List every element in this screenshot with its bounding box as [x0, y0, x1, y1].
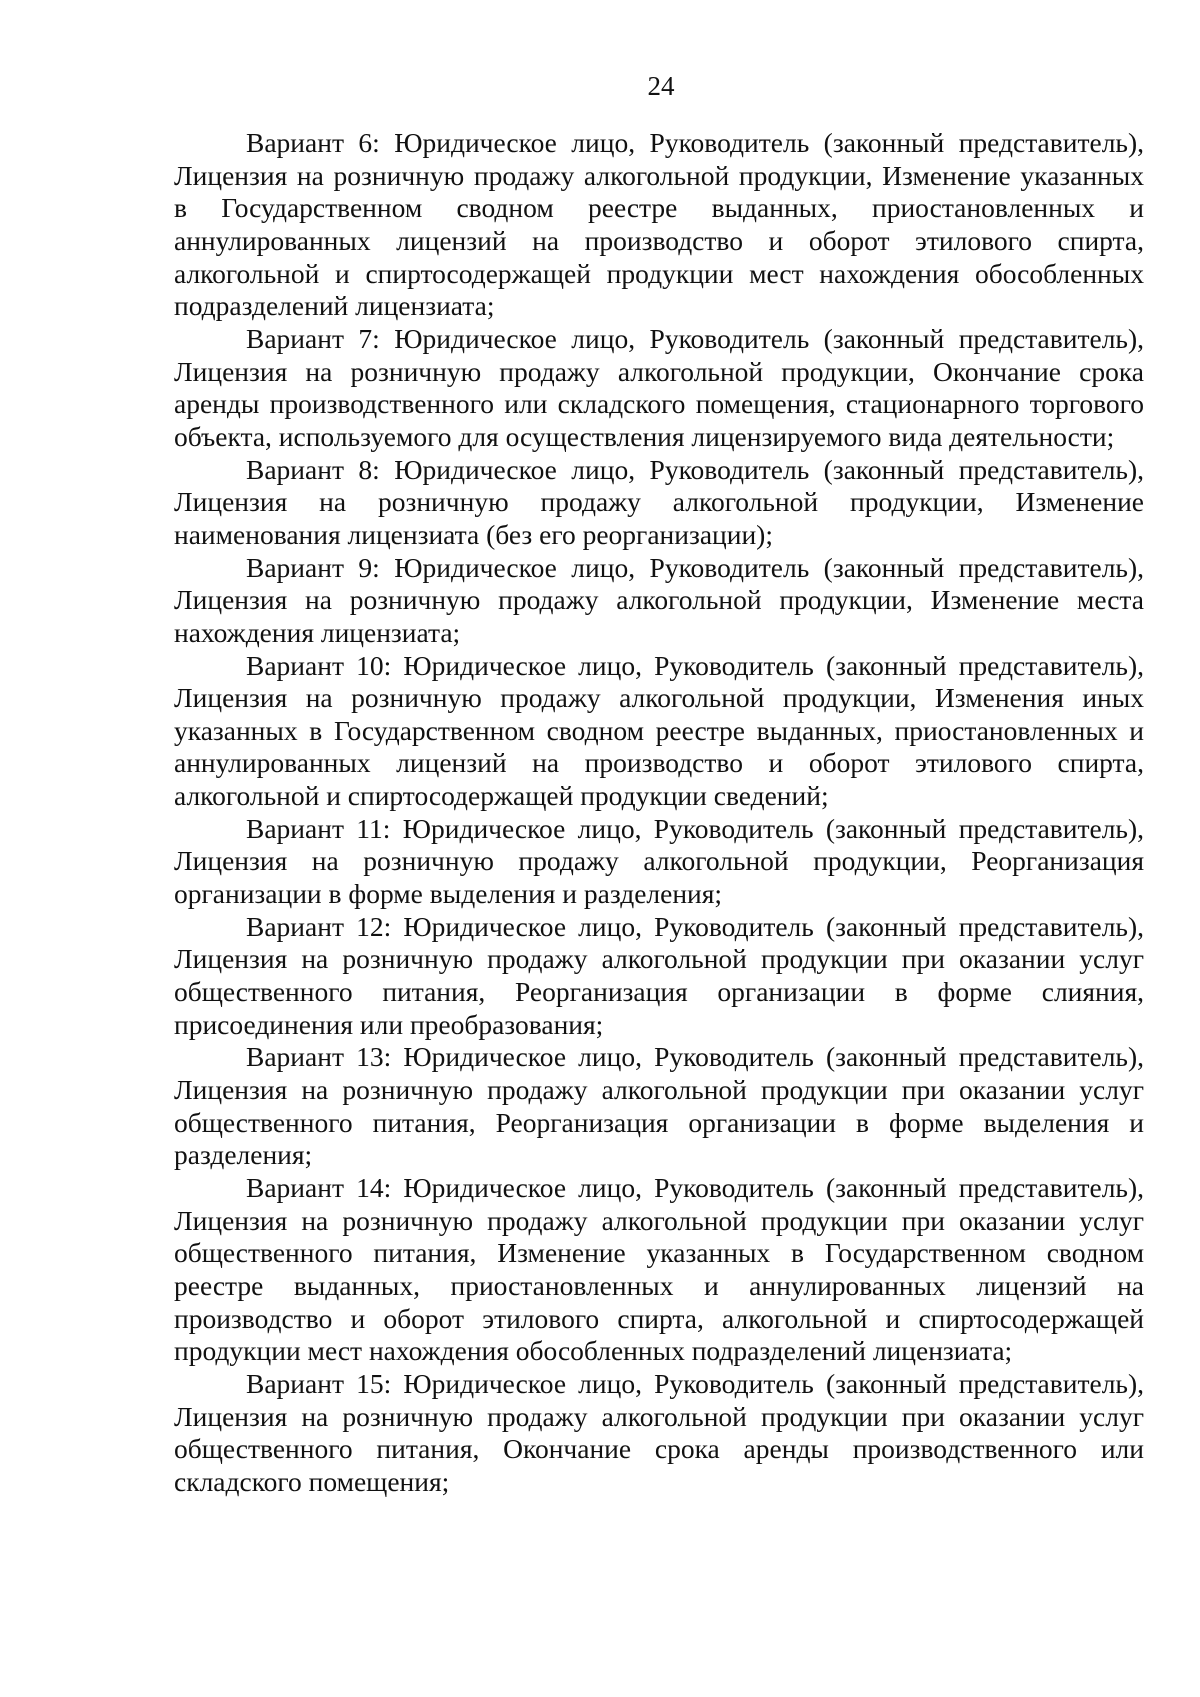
variant-12-paragraph: Вариант 12: Юридическое лицо, Руководитель (законный представитель), Лицензия на розничную продажу алкогольной продукции при оказании услуг общественного питания, Реорганизация организации в форме слияния, присоединения или преобразования; [174, 910, 1144, 1040]
variant-9-paragraph: Вариант 9: Юридическое лицо, Руководитель (законный представитель), Лицензия на розничную продажу алкогольной продукции, Изменение места нахождения лицензиата; [174, 551, 1144, 648]
variant-14-paragraph: Вариант 14: Юридическое лицо, Руководитель (законный представитель), Лицензия на розничную продажу алкогольной продукции при оказании услуг общественного питания, Изменение указанных в Государственном сводном реестре выданных, приостановленных и аннулированных лицензий на производство и оборот этилового спирта, алкогольной и спиртосодержащей продукции мест нахождения обособленных подразделений лицензиата; [174, 1172, 1144, 1367]
variant-8-paragraph: Вариант 8: Юридическое лицо, Руководитель (законный представитель), Лицензия на розничную продажу алкогольной продукции, Изменение наименования лицензиата (без его реорганизации); [174, 453, 1144, 550]
variant-10-paragraph: Вариант 10: Юридическое лицо, Руководитель (законный представитель), Лицензия на розничную продажу алкогольной продукции, Изменения иных указанных в Государственном сводном реестре выданных, приостановленных и аннулированных лицензий на производство и оборот этилового спирта, алкогольной и спиртосодержащей продукции сведений; [174, 649, 1144, 812]
variant-13-paragraph: Вариант 13: Юридическое лицо, Руководитель (законный представитель), Лицензия на розничную продажу алкогольной продукции при оказании услуг общественного питания, Реорганизация организации в форме выделения и разделения; [174, 1041, 1144, 1171]
variant-11-paragraph: Вариант 11: Юридическое лицо, Руководитель (законный представитель), Лицензия на розничную продажу алкогольной продукции, Реорганизация организации в форме выделения и разделения; [174, 812, 1144, 910]
variant-6-paragraph: Вариант 6: Юридическое лицо, Руководитель (законный представитель), Лицензия на розничную продажу алкогольной продукции, Изменение указанных в Государственном сводном реестре выданных, приостановленных и аннулированных лицензий на производство и оборот этилового спирта, алкогольной и спиртосодержащей продукции мест нахождения обособленных подразделений лицензиата; [174, 127, 1144, 322]
variant-7-paragraph: Вариант 7: Юридическое лицо, Руководитель (законный представитель), Лицензия на розничную продажу алкогольной продукции, Окончание срока аренды производственного или складского помещения, стационарного торгового объекта, используемого для осуществления лицензируемого вида деятельности; [174, 322, 1144, 452]
document-body [174, 127, 1144, 1499]
page-number: 24 [647, 71, 675, 101]
variant-15-paragraph: Вариант 15: Юридическое лицо, Руководитель (законный представитель), Лицензия на розничную продажу алкогольной продукции при оказании услуг общественного питания, Окончание срока аренды производственного или складского помещения; [174, 1367, 1144, 1497]
